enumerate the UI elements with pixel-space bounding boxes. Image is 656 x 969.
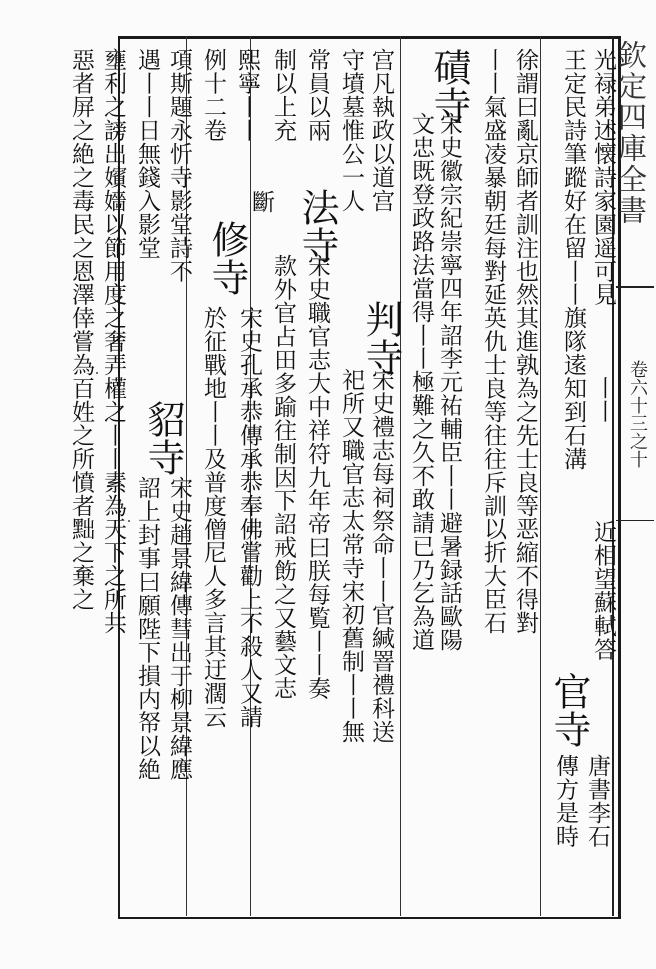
entry-heading: 法寺 xyxy=(295,188,339,264)
text-column: 制以上充 xyxy=(270,48,296,142)
text-column: 王定民詩筆蹤好在留丨丨旗隊逺知到石溝 xyxy=(560,48,586,471)
entry-heading: 貂寺 xyxy=(141,400,185,476)
text-column: 例十二卷 xyxy=(200,48,226,142)
paper-speck xyxy=(128,520,130,522)
text-column: 丨丨氣盛凌暴朝廷每對延英仇士良等往往斥訓以折大臣石 xyxy=(480,48,506,635)
text-column: 熙寧丨丨 xyxy=(234,48,260,142)
entry-heading: 官寺 xyxy=(547,672,591,748)
chapter-label: 卷六十三之十 xyxy=(627,360,648,468)
text-column: 宋史趙景緯傳彗出于柳景緯應 xyxy=(166,476,192,781)
text-column: 詔上封事曰願陛下損内帑以絶 xyxy=(134,476,160,781)
paper-speck xyxy=(96,372,98,374)
column-rule xyxy=(400,36,401,916)
text-column: 光禄弟述懐詩家園遥可見 xyxy=(590,48,616,306)
text-column: 宋史徽宗紀崇寧四年詔李元祐輔臣丨丨避暑録話歐陽 xyxy=(436,112,462,652)
book-title: 欽定四庫全書 xyxy=(614,40,648,226)
text-column: 壅利之謗出嬪嬙以節用度之奢弄權之丨丨素為天下之所共 xyxy=(100,48,126,635)
text-column: 丨丨 xyxy=(590,376,616,423)
text-column: 於征戰地丨丨及普度僧尼人多言其迂濶云 xyxy=(200,306,226,729)
text-column: 傳方是時 xyxy=(552,754,578,848)
entry-heading: 修寺 xyxy=(205,220,249,296)
text-column: 遇丨丨日無錢入影堂 xyxy=(134,48,160,260)
text-column: 唐書李石 xyxy=(584,754,610,848)
text-column: 近相望蘇軾答 xyxy=(590,520,616,661)
text-column: 常員以兩 xyxy=(304,48,330,142)
text-column: 文忠既登政路法當得丨丨極難之久不敢請已乃乞為道 xyxy=(408,112,434,652)
text-column: 宋史職官志大中祥符九年帝曰朕每覧丨丨奏 xyxy=(304,254,330,700)
text-column: 宋史孔承恭傳承恭奉佛嘗勸上不殺人又請 xyxy=(236,306,262,729)
text-column: 宋史禮志每祠祭命丨丨官緘罯禮科送 xyxy=(368,368,394,744)
text-column: 款外官占田多踰往制因下詔戒飭之又藝文志 xyxy=(270,254,296,700)
text-column: 項斯題永忻寺影堂詩不 xyxy=(166,48,192,283)
text-column: 徐謂曰亂京師者訓注也然其進孰為之先士良等恶縮不得對 xyxy=(512,48,538,635)
text-column: 宫凡執政以道宫 xyxy=(368,48,394,213)
entry-heading: 磧寺 xyxy=(427,48,471,124)
text-column: 惡者屏之絶之毒民之恩澤倖嘗為百姓之所憤者黜之棄之 xyxy=(68,48,94,611)
entry-heading: 判寺 xyxy=(359,300,403,376)
text-column: 斷 xyxy=(248,190,274,214)
text-column: 守墳墓惟公一人 xyxy=(338,48,364,213)
text-column: 祀所又職官志太常寺宋初舊制丨丨無 xyxy=(338,368,364,744)
